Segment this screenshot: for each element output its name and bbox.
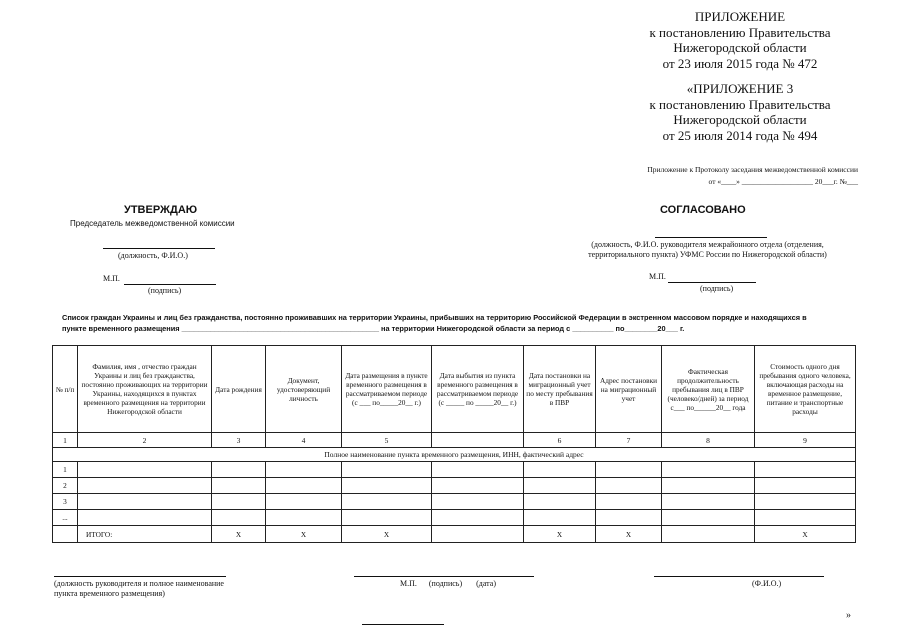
header-line: ПРИЛОЖЕНИЕ [694,9,786,24]
column-number: 6 [524,433,596,448]
approve-signature-line [124,284,216,285]
table-row [53,478,856,494]
agree-mp: М.П. [649,272,666,281]
header-cell: Дата размещения в пункте временного размещения в рассматриваемом периоде (с ___ по_____20__ г.) [342,346,432,433]
header-cell: Документ, удостоверяющий личность [266,346,342,433]
protocol-note [560,165,858,187]
approve-position-line [103,248,215,249]
footer-mid-line [354,576,534,577]
row-number: ... [53,510,78,526]
header-cell: Стоимость одного дня пребывания одного человека, включающая расходы на временное размещение, питание и транспортные расходы [755,346,856,433]
total-x: Х [342,526,432,543]
footer-right-line [654,576,824,577]
agree-caption-line: территориального пункта) УФМС России по Нижегородской области) [588,250,827,259]
total-x: Х [266,526,342,543]
total-row [53,526,856,543]
footer-left-line2: пункта временного размещения) [54,589,165,598]
total-x: Х [524,526,596,543]
header-line: Нижегородской области [673,112,807,127]
refugees-table [52,345,856,543]
approve-mp: М.П. [103,274,120,283]
column-number: 5 [342,433,432,448]
column-number: 2 [78,433,212,448]
resolution-header [600,9,880,143]
protocol-line: Приложение к Протоколу заседания межведомственной комиссии [647,165,858,174]
table-row [53,462,856,478]
approve-title: УТВЕРЖДАЮ [124,204,198,216]
footer-left-caption [54,579,224,599]
footer-left-line1: (должность руководителя и полное наименование [54,579,224,588]
approve-subtitle: Председатель межведомственной комиссии [70,219,235,228]
column-number: 7 [596,433,662,448]
header-line: к постановлению Правительства [649,24,831,40]
list-title [62,312,862,334]
agree-caption-line: (должность, Ф.И.О. руководителя межрайонного отдела (отделения, [591,240,824,249]
column-number: 1 [53,433,78,448]
agree-title: СОГЛАСОВАНО [660,204,746,216]
agree-caption [575,240,840,260]
column-number: 4 [266,433,342,448]
full-name-row [53,448,856,462]
header-line: к постановлению Правительства [649,96,831,112]
total-x: Х [755,526,856,543]
footer-bottom-line [362,624,444,625]
header-line: Нижегородской области [673,40,807,55]
header-cell: Фамилия, имя , отчество граждан Украины и лиц без гражданства, постоянно проживающих на территории Украины, находящихся в пунктах временного размещения на территории Нижегородской области [78,346,212,433]
row-number: 3 [53,494,78,510]
column-number-row [53,433,856,448]
column-number: 3 [212,433,266,448]
row-number: 2 [53,478,78,494]
list-title-line: пункте временного размещения ________________________________________________ на территории Нижегородской области за период с __________ по________20___ г. [62,324,685,333]
table-row [53,494,856,510]
header-line: от 25 июля 2014 года № 494 [662,127,818,143]
closing-quote: » [846,610,851,621]
agree-position-line [655,237,767,238]
header-cell: Дата рождения [212,346,266,433]
list-title-line: Список граждан Украины и лиц без гражданства, постоянно проживавших на территории Украины, прибывших на территорию Российской Федерации в экстренном массовом порядке и находящихся в [62,313,807,322]
protocol-line: от «____» ___________________ 20___г. №___ [708,177,858,186]
approve-signature-caption: (подпись) [148,286,182,295]
approve-position-caption: (должность, Ф.И.О.) [118,251,188,260]
header-line: от 23 июля 2015 года № 472 [662,55,818,71]
full-name-cell: Полное наименование пункта временного размещения, ИНН, фактический адрес [53,448,856,462]
footer-right-caption: (Ф.И.О.) [752,579,782,588]
header-cell: Адрес постановки на миграционный учет [596,346,662,433]
total-x: Х [596,526,662,543]
column-number: 8 [662,433,755,448]
column-number: 9 [755,433,856,448]
total-x: Х [212,526,266,543]
agree-signature-line [668,282,756,283]
table-header-row [53,346,856,433]
footer-mid-caption: М.П. (подпись) (дата) [400,579,496,588]
header-cell: Фактическая продолжительность пребывания лиц в ПВР (человеко/дней) за период с___ по______20__ года [662,346,755,433]
column-number [432,433,524,448]
footer-left-line [54,576,226,577]
agree-signature-caption: (подпись) [700,284,734,293]
table-row [53,510,856,526]
header-cell: Дата выбытия из пункта временного размещения в рассматриваемом периоде (с _____ по _____20__ г.) [432,346,524,433]
total-label: ИТОГО: [78,526,212,543]
header-cell: Дата постановки на миграционный учет по месту пребывания в ПВР [524,346,596,433]
header-line: «ПРИЛОЖЕНИЕ 3 [686,81,794,96]
row-number: 1 [53,462,78,478]
header-cell: № п/п [53,346,78,433]
